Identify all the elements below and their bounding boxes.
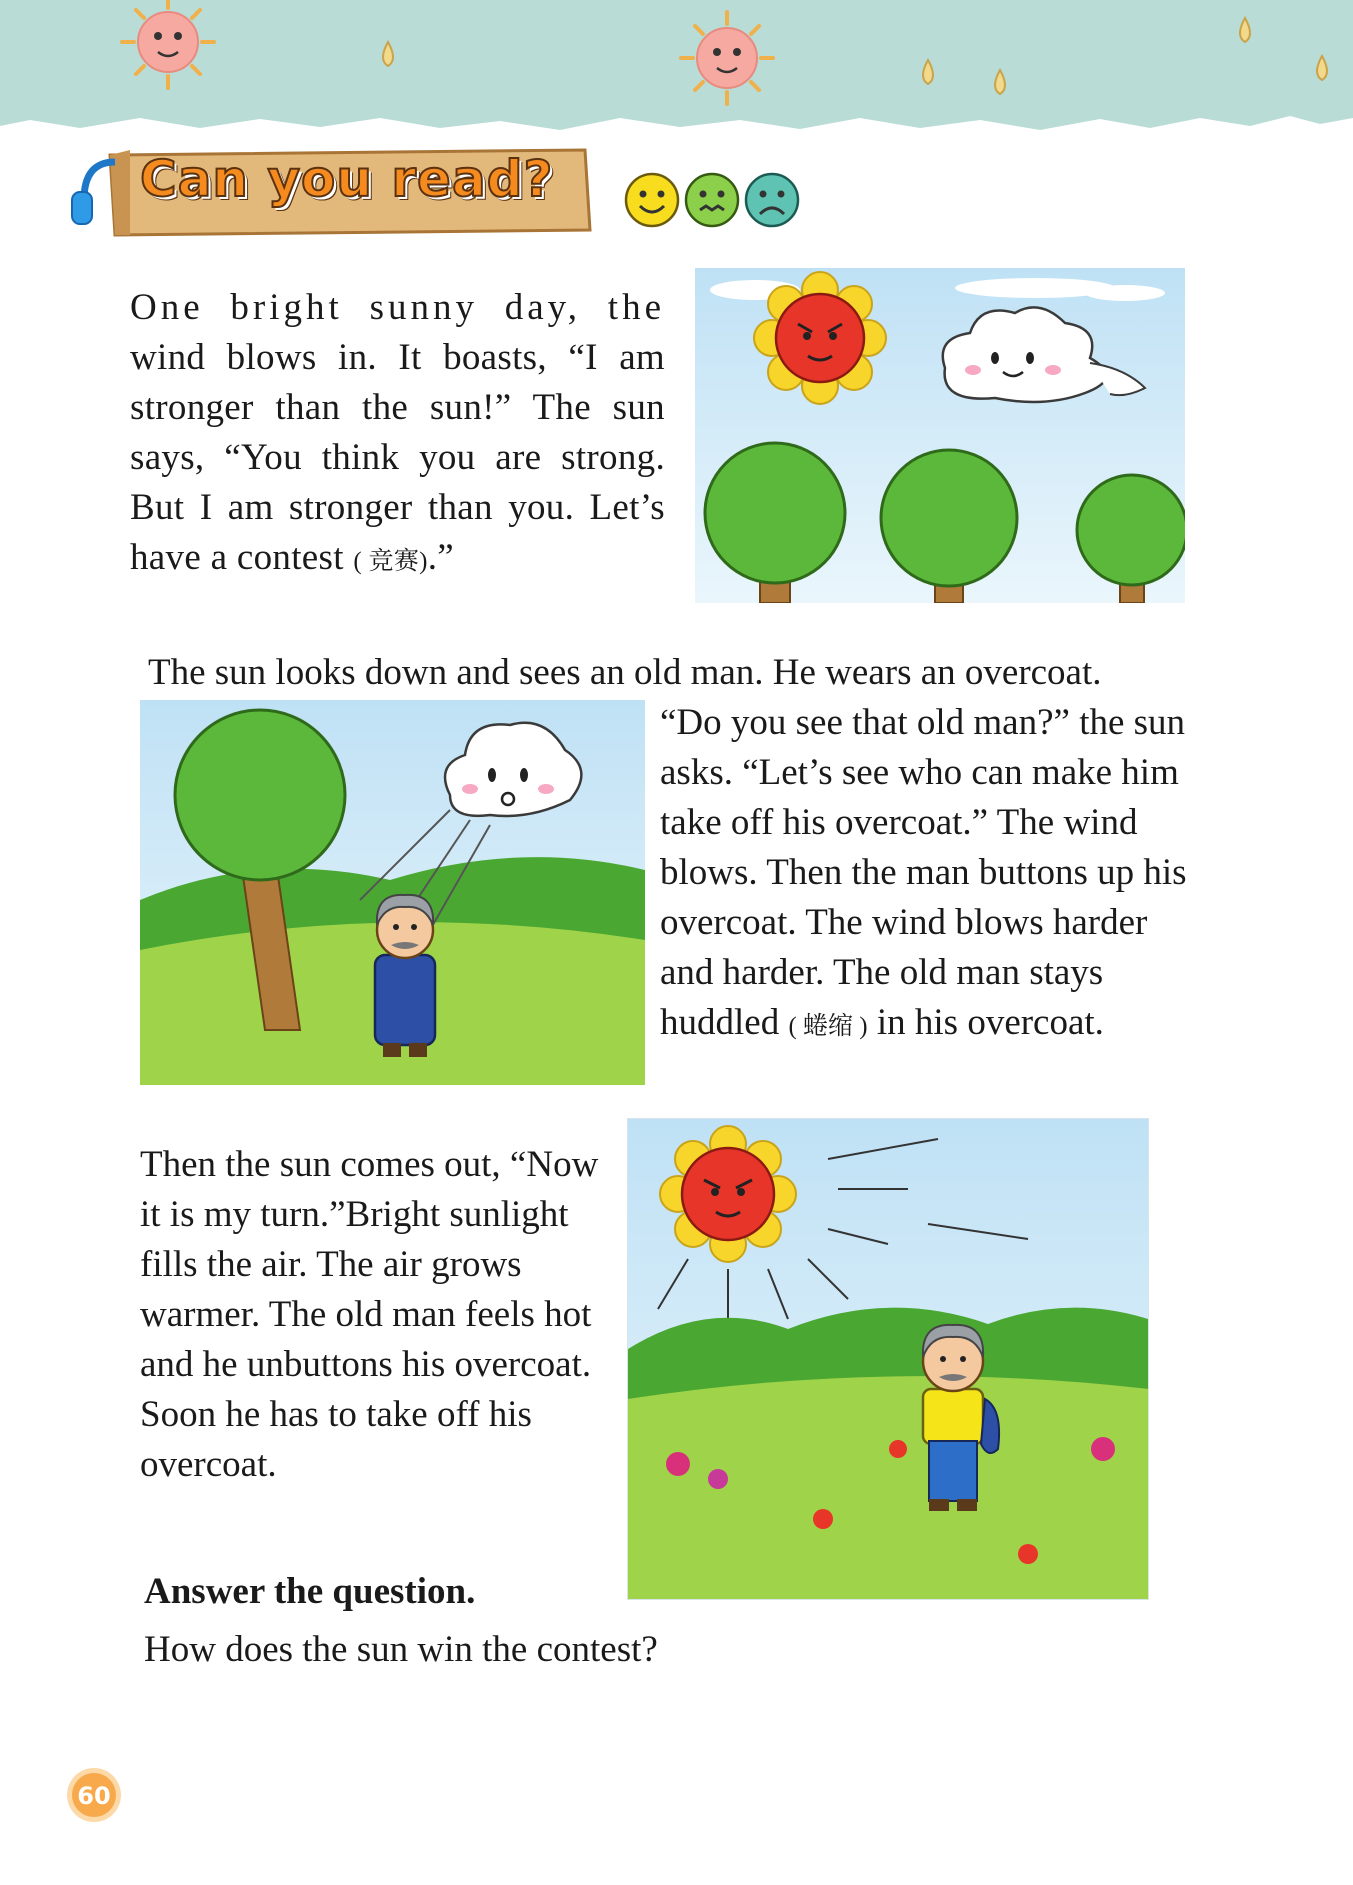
- sun-face-icon: [681, 12, 773, 104]
- page-number-badge: [65, 1766, 123, 1824]
- page-title: Can you read?: [140, 150, 554, 208]
- smile-face-icon: [626, 174, 678, 226]
- headphones-icon: [72, 162, 115, 224]
- story-paragraph-1: [130, 283, 665, 587]
- rating-faces: [622, 168, 802, 232]
- chinese-gloss: ( 蜷缩 ): [788, 1013, 868, 1040]
- title-plaque: [70, 140, 630, 250]
- top-banner: [0, 0, 1353, 160]
- story-paragraph-1-end: .”: [427, 537, 455, 578]
- question-text: How does the sun win the contest?: [144, 1629, 658, 1670]
- story-paragraph-2-line3: The wind blows. Then the man buttons up his overcoat. The wind blows harder and harder. The old man stays huddled: [660, 802, 1187, 1043]
- story-paragraph-3: Then the sun comes out, “Now it is my turn.”Bright sunlight fills the air. The air grows warmer. The old man feels hot and he unbuttons his overcoat. Soon he has to take off his overcoat.: [140, 1144, 599, 1485]
- story-paragraph-2-line2: “Do you see that old man?” the sun asks. “Let’s see who can make him take off his overcoat.”: [660, 702, 1186, 843]
- old-man-icon: [375, 895, 435, 1057]
- sun-character-icon: [754, 272, 886, 404]
- sun-character-icon: [660, 1126, 796, 1262]
- story-paragraph-2-end: in his overcoat.: [867, 1002, 1104, 1043]
- illustration-sun-and-wind: [695, 268, 1185, 603]
- page-number: 60: [77, 1782, 111, 1810]
- chinese-gloss: ( 竞赛): [353, 548, 428, 575]
- story-paragraph-1-line1: One bright sunny day, the: [130, 287, 665, 328]
- story-paragraph-2-line1: The sun looks down and sees an old man. He wears an overcoat.: [148, 652, 1102, 693]
- story-paragraph-1-text: wind blows in. It boasts, “I am stronger than the sun!” The sun says, “You think you are strong. But I am stronger than you. Let’s have a contest: [130, 337, 665, 578]
- story-paragraph-2: [660, 698, 1205, 1052]
- illustration-wind-and-old-man: [140, 700, 645, 1085]
- sad-face-icon: [746, 174, 798, 226]
- question-heading: Answer the question.: [144, 1571, 476, 1612]
- worried-face-icon: [686, 174, 738, 226]
- illustration-sun-and-old-man: [627, 1118, 1149, 1600]
